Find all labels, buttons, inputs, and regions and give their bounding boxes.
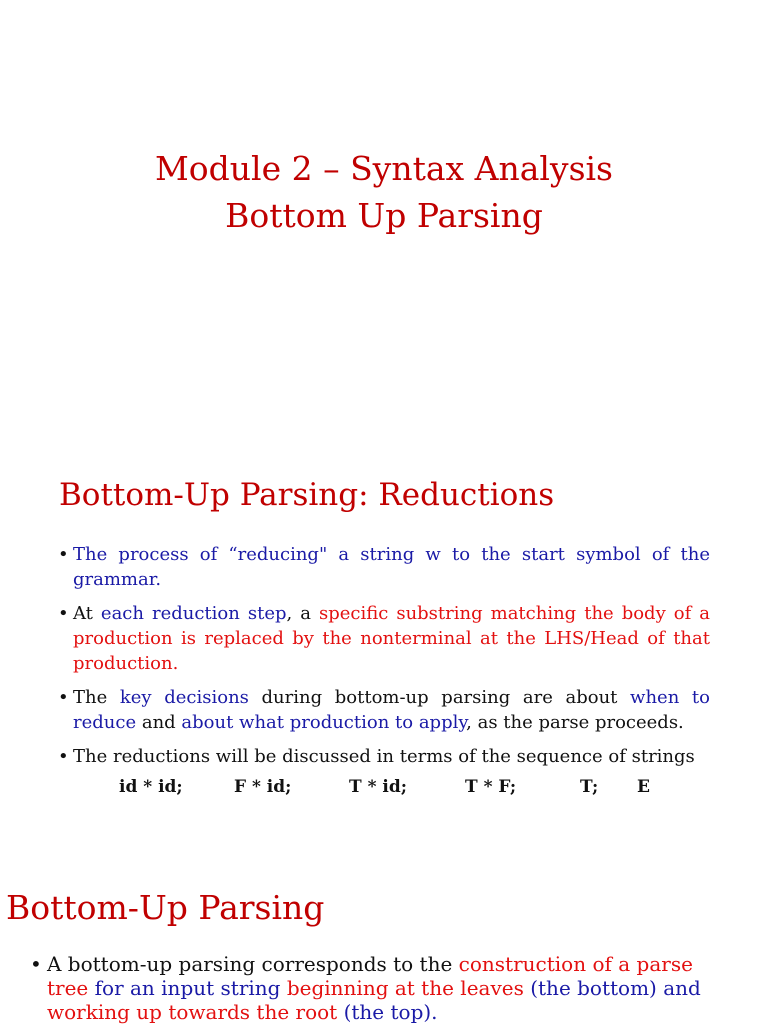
slide-heading: Bottom-Up Parsing	[6, 888, 325, 927]
bullet-item	[58, 601, 710, 676]
sequence-item: T;	[580, 777, 599, 797]
text-plain: The reductions will be discussed in terms of the sequence of strings	[73, 746, 695, 767]
slide-title	[0, 0, 768, 432]
text-plain: , a	[286, 603, 319, 624]
text-red: specific substring matching the body of a production is replaced by the nonterminal at the LHS/Head of that production.	[73, 603, 710, 674]
string-sequence	[0, 774, 768, 800]
bullet-list	[58, 542, 710, 778]
text-blue: The process of “reducing" a string w to the start symbol of the grammar.	[73, 544, 710, 590]
text-plain: during bottom-up parsing are about	[248, 687, 631, 708]
text-blue: each reduction step	[100, 603, 287, 624]
sequence-item: id * id;	[119, 777, 183, 797]
text-red: working up towards the root	[47, 1000, 338, 1024]
module-title: Module 2 – Syntax Analysis	[154, 149, 613, 188]
text-blue: for an input string	[88, 976, 287, 1000]
text-plain: , as the parse proceeds.	[466, 712, 684, 733]
text-red: construction of a parse tree	[47, 952, 693, 1000]
text-blue: about what production to apply	[181, 712, 467, 733]
bullet-item	[58, 542, 710, 592]
slide-bottom-up	[0, 864, 768, 1024]
bullet-item	[30, 952, 707, 1024]
sequence-item: F * id;	[234, 777, 292, 797]
slide-heading: Bottom-Up Parsing: Reductions	[59, 477, 555, 513]
sequence-item: E	[637, 777, 650, 797]
bullet-item	[58, 744, 710, 769]
text-blue: key decisions	[119, 687, 249, 708]
sequence-item: T * F;	[465, 777, 517, 797]
text-blue: when to reduce	[73, 687, 710, 733]
bullet-item	[58, 685, 710, 735]
module-subtitle: Bottom Up Parsing	[225, 196, 543, 235]
text-plain: The	[73, 687, 120, 708]
text-plain: At	[73, 603, 101, 624]
slide-reductions	[0, 432, 768, 864]
text-plain: and	[136, 712, 182, 733]
text-blue: (the bottom) and	[523, 976, 701, 1000]
text-plain: A bottom-up parsing corresponds to the	[47, 952, 459, 976]
text-red: beginning at the leaves	[286, 976, 524, 1000]
text-blue: (the top).	[337, 1000, 438, 1024]
sequence-item: T * id;	[349, 777, 407, 797]
